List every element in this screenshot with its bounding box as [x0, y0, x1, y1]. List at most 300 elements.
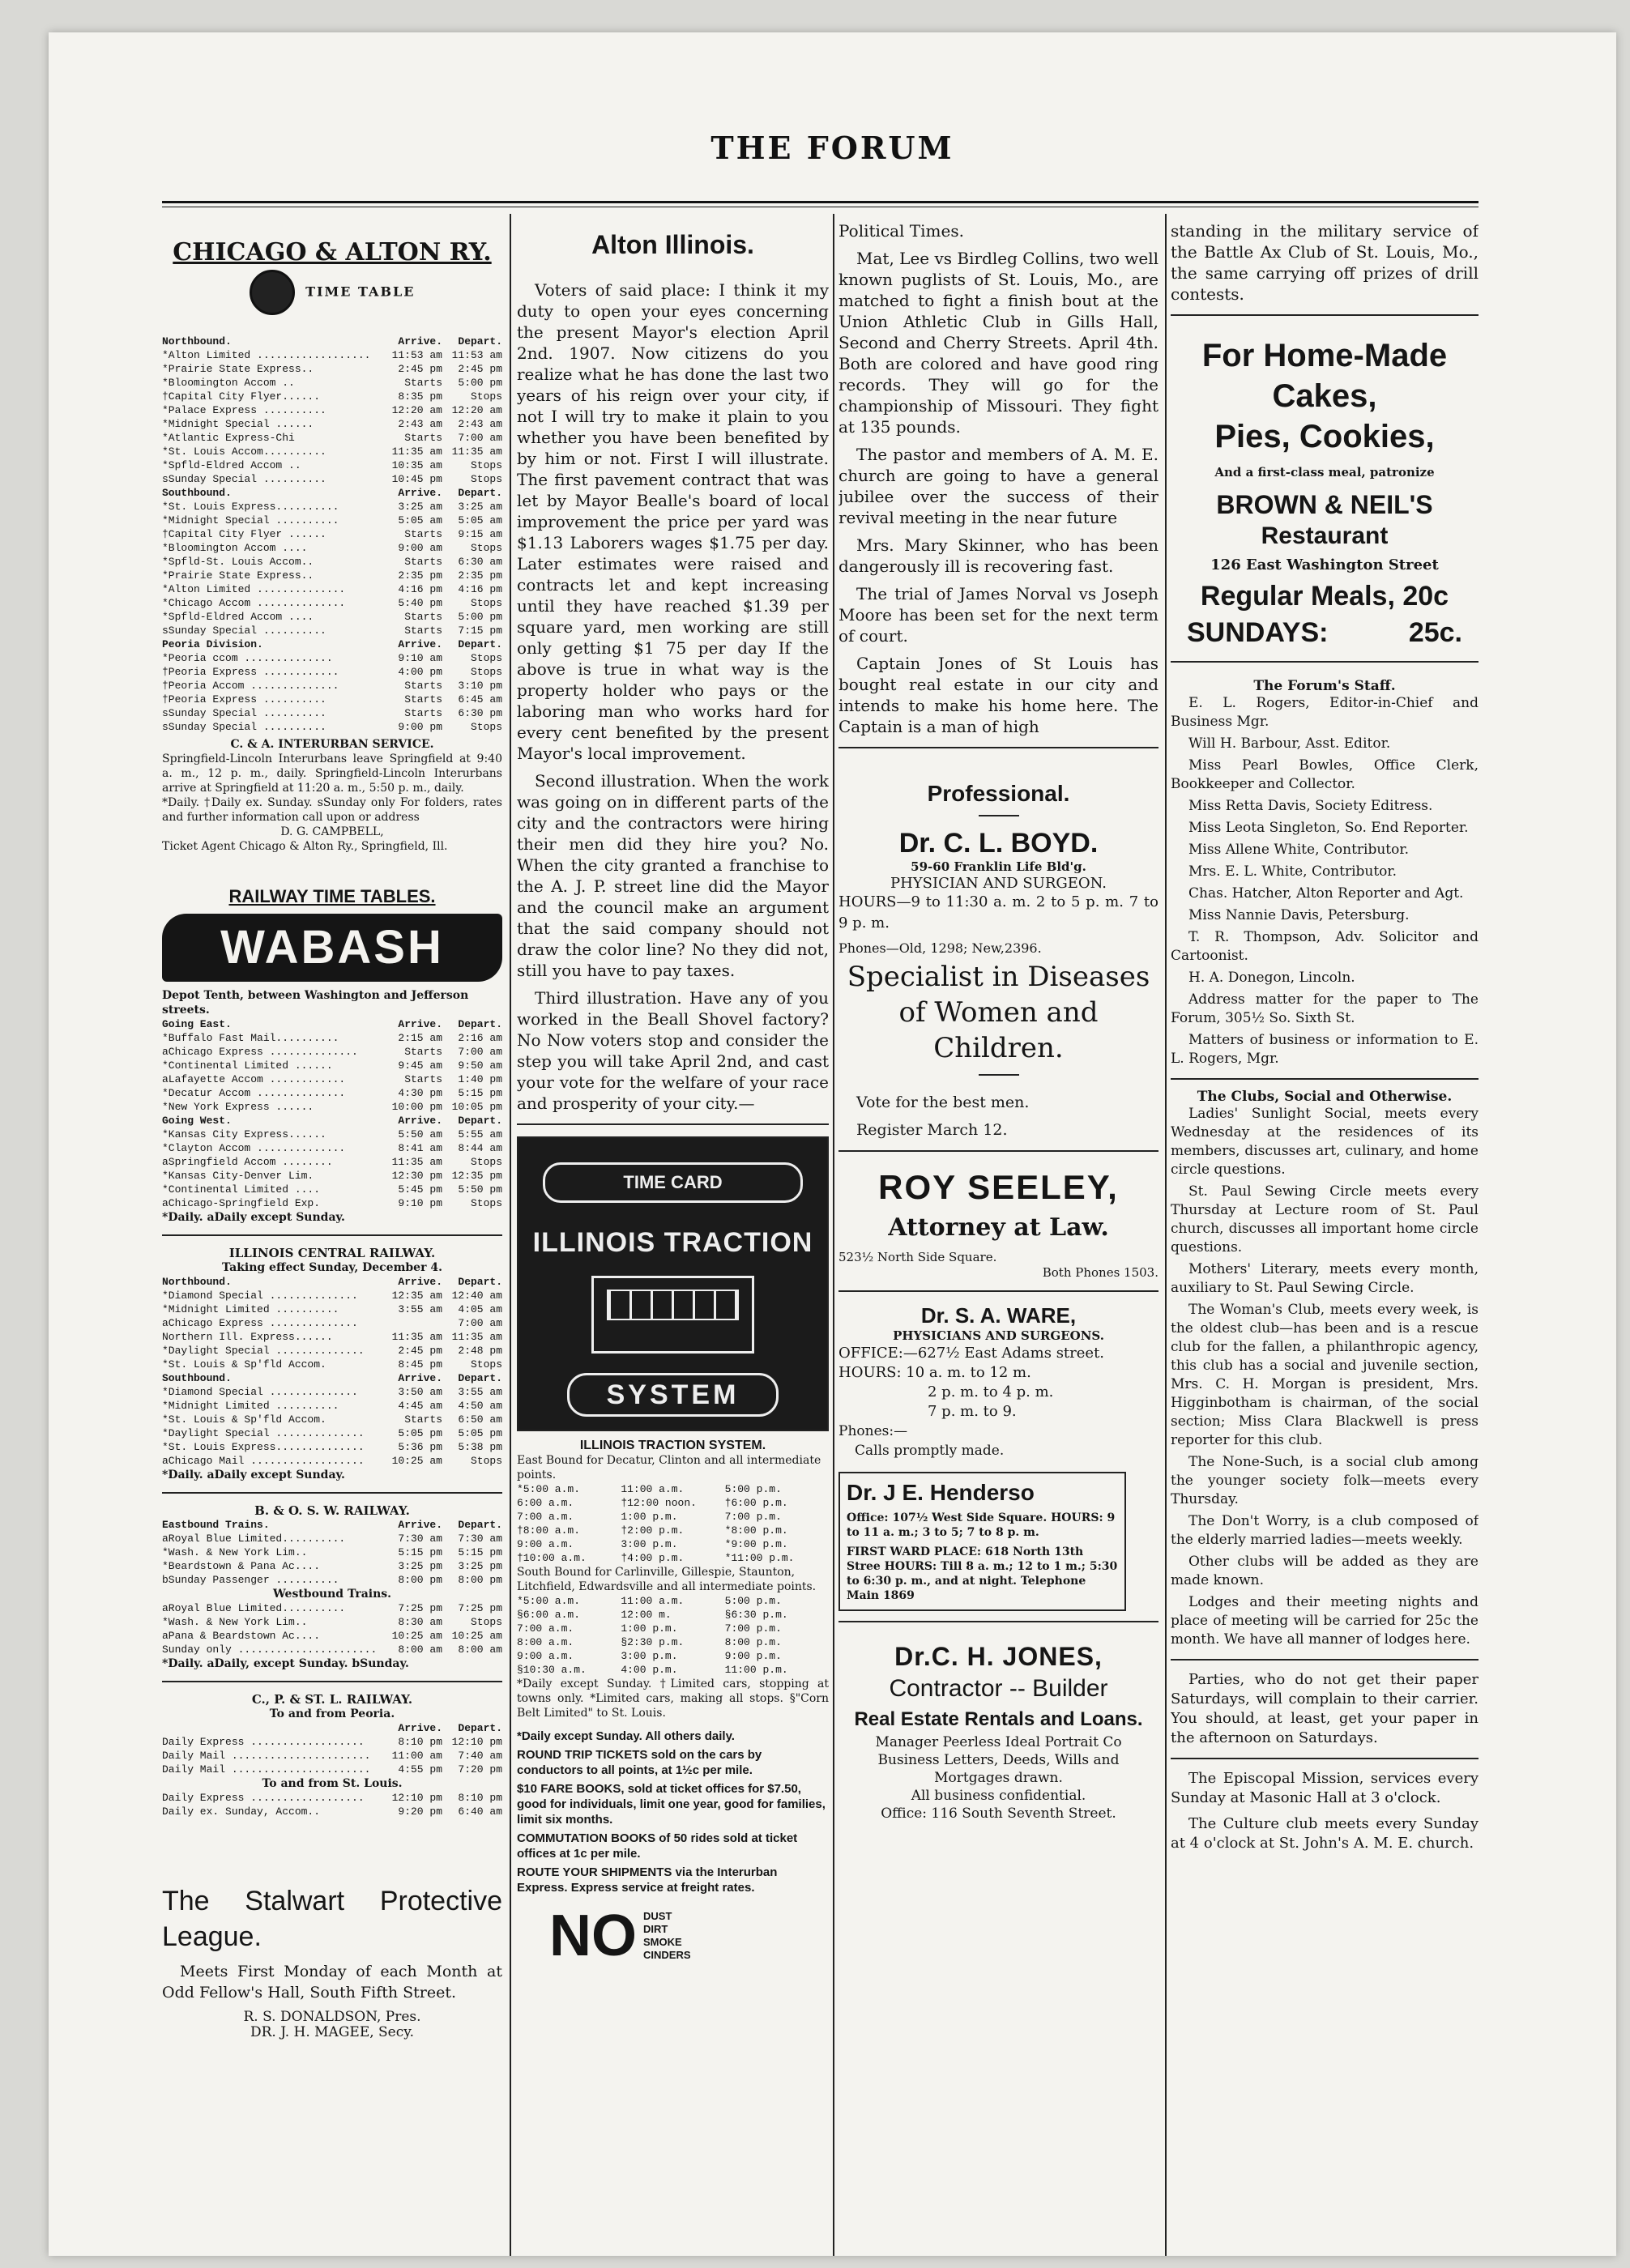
- time-cell: †2:00 p.m.: [621, 1524, 685, 1537]
- timetable-header: [162, 486, 502, 500]
- time-cell: Starts: [404, 1413, 442, 1426]
- time-cell: 5:40 pm: [398, 597, 442, 609]
- ad-brown-neil: BROWN & NEIL'S: [1216, 490, 1433, 519]
- station-cell: *Continental Limited ......: [162, 1059, 333, 1072]
- time-cell: 5:05 pm: [458, 1427, 502, 1439]
- station-cell: *Beardstown & Pana Ac....: [162, 1560, 321, 1572]
- station-cell: †Capital City Flyer......: [162, 390, 321, 403]
- jones-sub: Real Estate Rentals and Loans.: [854, 1708, 1143, 1730]
- station-cell: aChicago Express ..............: [162, 1317, 358, 1329]
- time-cell: Depart.: [458, 1115, 502, 1127]
- time-cell: Arrive.: [398, 335, 442, 347]
- timetable-row: [162, 582, 502, 596]
- timetable-row: [162, 1629, 502, 1643]
- agent-title: Ticket Agent Chicago & Alton Ry., Springfield, Ill.: [162, 840, 448, 853]
- time-cell: 11:35 am: [391, 1331, 442, 1343]
- time-cell: 9:20 pm: [398, 1805, 442, 1818]
- time-cell: 7:00 am: [458, 432, 502, 444]
- station-cell: sSunday Special ..........: [162, 721, 326, 733]
- time-cell: †4:00 p.m.: [621, 1552, 685, 1564]
- time-cell: Arrive.: [398, 1722, 442, 1734]
- time-cell: Starts: [404, 377, 442, 389]
- station-cell: *Spfld-Eldred Accom ..: [162, 459, 301, 471]
- time-cell: Arrive.: [398, 1276, 442, 1288]
- station-cell: *Palace Express ..........: [162, 404, 326, 416]
- railway-heading: RAILWAY TIME TABLES.: [228, 886, 436, 906]
- timetable-row: [162, 376, 502, 390]
- time-cell: Starts: [404, 707, 442, 719]
- station-cell: †Peoria Express ............: [162, 666, 339, 678]
- register-line: Register March 12.: [856, 1121, 1008, 1139]
- divider: [162, 1234, 502, 1236]
- chicago-alton-title: CHICAGO & ALTON RY.: [173, 238, 492, 266]
- station-cell: *Diamond Special ..............: [162, 1290, 358, 1302]
- seeley-name: ROY SEELEY,: [878, 1168, 1119, 1206]
- ware-calls: Calls promptly made.: [855, 1443, 1005, 1459]
- time-cell: †10:00 a.m.: [517, 1552, 587, 1564]
- time-cell: 9:00 p.m.: [724, 1650, 782, 1662]
- station-cell: *Diamond Special ..............: [162, 1386, 358, 1398]
- time-cell: *9:00 p.m.: [724, 1538, 788, 1550]
- cpstl-sub1: To and from Peoria.: [269, 1707, 395, 1720]
- time-cell: 5:50 pm: [458, 1183, 502, 1196]
- timetable-label: Westbound Trains.: [272, 1588, 392, 1601]
- ware-hours: 2 p. m. to 4 p. m.: [928, 1383, 1054, 1400]
- station-cell: *St. Louis & Sp'fld Accom.: [162, 1358, 326, 1371]
- station-cell: Sunday only ......................: [162, 1643, 378, 1656]
- time-cell: Arrive.: [398, 487, 442, 499]
- time-cell: 6:40 am: [458, 1805, 502, 1818]
- traction-notice: ROUTE YOUR SHIPMENTS via the Interurban Express. Express service at freight rates.: [517, 1865, 778, 1895]
- time-cell: 8:00 pm: [398, 1574, 442, 1586]
- club-entry: The Woman's Club, meets every week, is the oldest club—has been and is a rescue club for the fallen, a philanthropic agency, this club has a social and juvenile section, Mrs. C. H. Morgan is president, Mrs. Higginbotham is chairman, of the social section; Miss Clara Blackwell is press reporter for this club.: [1171, 1302, 1479, 1448]
- timetable-row: [162, 1196, 502, 1210]
- timetable-row: [162, 1615, 502, 1629]
- timetable-row: [162, 527, 502, 541]
- timetable-row: [162, 1573, 502, 1587]
- timetable-row: [162, 1385, 502, 1399]
- staff-entry: Miss Allene White, Contributor.: [1188, 842, 1410, 858]
- time-cell: Stops: [470, 1616, 502, 1628]
- divider: [1171, 1758, 1479, 1759]
- timetable-row: [162, 1330, 502, 1344]
- timetable-header: [162, 637, 502, 651]
- streetcar-icon: [591, 1276, 754, 1354]
- time-cell: Arrive.: [398, 1115, 442, 1127]
- time-cell: Depart.: [458, 1018, 502, 1030]
- wabash-depot: Depot Tenth, between Washington and Jefferson streets.: [162, 989, 469, 1017]
- jones-line: Office: 116 South Seventh Street.: [881, 1805, 1116, 1822]
- time-cell: 12:40 am: [451, 1290, 502, 1302]
- professional-heading: Professional.: [927, 781, 1070, 806]
- timetable-row: [162, 390, 502, 403]
- clubs-list: [1171, 1105, 1479, 1649]
- staff-entry: Miss Leota Singleton, So. End Reporter.: [1188, 820, 1469, 836]
- time-cell: 8:41 am: [398, 1142, 442, 1154]
- chicago-alton-subtitle: TIME TABLE: [162, 270, 502, 315]
- time-cell: Stops: [470, 1156, 502, 1168]
- station-cell: aPana & Beardstown Ac....: [162, 1630, 321, 1642]
- time-cell: 8:00 pm: [458, 1574, 502, 1586]
- ware-office: OFFICE:—627½ East Adams street.: [838, 1345, 1105, 1362]
- station-cell: sSunday Special ..........: [162, 473, 326, 485]
- station-cell: *St. Louis Express..............: [162, 1441, 365, 1453]
- henderson-card: [838, 1472, 1126, 1611]
- divider: [1171, 1078, 1479, 1080]
- time-cell: 7:30 am: [398, 1533, 442, 1545]
- seeley-title: Attorney at Law.: [888, 1213, 1109, 1242]
- ware-title: PHYSICIANS AND SURGEONS.: [893, 1328, 1104, 1343]
- league-pres: R. S. DONALDSON, Pres.: [243, 2009, 421, 2025]
- time-cell: 10:25 am: [391, 1630, 442, 1642]
- station-cell: *Clayton Accom ..............: [162, 1142, 346, 1154]
- ad-sundays: SUNDAYS: 25c.: [1187, 617, 1462, 648]
- time-cell: 2:43 am: [458, 418, 502, 430]
- station-cell: Daily Express ..................: [162, 1736, 365, 1748]
- news-item: Mat, Lee vs Birdleg Collins, two well known puglists of St. Louis, Mo., are matched to fight a finish bout at the Union Athletic Club in Gills Hall, Second and Cherry Streets. April 4th. Both are colored and have good ring records. They will go for the championship of Missouri. They fight at 135 pounds.: [838, 249, 1158, 437]
- station-cell: aChicago-Springfield Exp.: [162, 1197, 321, 1209]
- divider: [838, 1290, 1158, 1292]
- timetable-row: [162, 431, 502, 445]
- station-cell: *Kansas City-Denver Lim.: [162, 1170, 314, 1182]
- timetable-header: [162, 1371, 502, 1385]
- time-cell: 6:30 pm: [458, 707, 502, 719]
- time-cell: Stops: [470, 390, 502, 403]
- staff-entry: Miss Nannie Davis, Petersburg.: [1188, 907, 1410, 923]
- club-entry: The None-Such, is a social club among the younger society folk—meets every Thursday.: [1171, 1454, 1479, 1507]
- divider: [517, 1123, 829, 1125]
- time-cell: 8:44 am: [458, 1142, 502, 1154]
- ware-hours: 7 p. m. to 9.: [928, 1403, 1017, 1420]
- cpstl-timetable-peoria: [162, 1721, 502, 1776]
- vote-line: Vote for the best men.: [856, 1094, 1030, 1111]
- time-cell: Stops: [470, 1358, 502, 1371]
- time-cell: Starts: [404, 528, 442, 540]
- time-cell: 10:45 pm: [391, 473, 442, 485]
- timetable-header: [162, 1275, 502, 1289]
- cpstl-timetable-stlouis: [162, 1791, 502, 1818]
- time-cell: §10:30 a.m.: [517, 1664, 587, 1676]
- time-cell: Starts: [404, 680, 442, 692]
- time-cell: 9:10 pm: [398, 1197, 442, 1209]
- time-cell: 4:55 pm: [398, 1763, 442, 1776]
- station-cell: *Continental Limited ....: [162, 1183, 321, 1196]
- timetable-row: [162, 1316, 502, 1330]
- time-cell: 3:25 pm: [398, 1560, 442, 1572]
- jones-line: All business confidential.: [911, 1788, 1086, 1804]
- traction-notice: COMMUTATION BOOKS of 50 rides sold at ticket offices at 1c per mile.: [517, 1831, 798, 1861]
- station-cell: aLafayette Accom ............: [162, 1073, 346, 1085]
- time-cell: 3:00 p.m.: [621, 1538, 678, 1550]
- station-cell: Northbound.: [162, 335, 232, 347]
- illus-time-card: TIME CARD: [543, 1162, 803, 1203]
- staff-entry: Miss Retta Davis, Society Editress.: [1188, 798, 1433, 814]
- staff-entry: Will H. Barbour, Asst. Editor.: [1188, 735, 1391, 752]
- timetable-row: [162, 1805, 502, 1818]
- station-cell: Northbound.: [162, 1276, 232, 1288]
- timetable-row: [162, 1344, 502, 1358]
- station-cell: bSunday Passenger ..........: [162, 1574, 339, 1586]
- time-cell: 9:00 a.m.: [517, 1538, 574, 1550]
- station-cell: Eastbound Trains.: [162, 1519, 270, 1531]
- time-cell: 4:16 pm: [398, 583, 442, 595]
- time-cell: [382, 1316, 442, 1330]
- club-entry: Ladies' Sunlight Social, meets every Wednesday at the residences of its members, discusses art, culinary, and home circle questions.: [1171, 1106, 1479, 1178]
- time-cell: Starts: [404, 1073, 442, 1085]
- staff-entry: H. A. Donegon, Lincoln.: [1188, 970, 1355, 986]
- timetable-row: [162, 1791, 502, 1805]
- time-cell: *11:00 p.m.: [724, 1552, 795, 1564]
- timetable-row: [162, 1155, 502, 1169]
- traction-time-card-illustration: [517, 1136, 829, 1431]
- delivery-notice: Parties, who do not get their paper Saturdays, will complain to their carrier. You should, at least, get your paper in the afternoon on Saturdays.: [1171, 1671, 1479, 1746]
- time-cell: Arrive.: [398, 1519, 442, 1531]
- time-cell: 4:05 am: [458, 1303, 502, 1315]
- timetable-row: [162, 1358, 502, 1371]
- traction-time-row: [517, 1551, 829, 1565]
- boyd-address: 59-60 Franklin Life Bld'g.: [911, 859, 1086, 874]
- time-cell: 1:00 p.m.: [621, 1511, 678, 1523]
- ic-subtitle: Taking effect Sunday, December 4.: [222, 1261, 442, 1274]
- episcopal-notice: The Episcopal Mission, services every Sunday at Masonic Hall at 3 o'clock.: [1171, 1770, 1479, 1806]
- station-cell: †Capital City Flyer ......: [162, 528, 326, 540]
- time-cell: 3:50 am: [398, 1386, 442, 1398]
- article-paragraph: Third illustration. Have any of you worked in the Beall Shovel factory? No Now voters stop and consider the step you will take April 2nd, and cast your vote for the welfare of your race and prosperity of your city.—: [517, 988, 829, 1113]
- news-item: The trial of James Norval vs Joseph Moore has been set for the next term of court.: [838, 584, 1158, 646]
- time-cell: †8:00 a.m.: [517, 1524, 581, 1537]
- time-cell: 4:30 pm: [398, 1087, 442, 1099]
- time-cell: 12:35 pm: [451, 1170, 502, 1182]
- news-item: The pastor and members of A. M. E. church are going to have a general jubilee over the success of their revival meeting in the near future: [838, 445, 1158, 527]
- ad-cakes: Cakes,: [1272, 378, 1377, 414]
- station-cell: *Alton Limited ..................: [162, 349, 371, 361]
- timetable-row: [162, 1086, 502, 1100]
- no-dust-ad: [517, 1904, 829, 1968]
- timetable-row: [162, 445, 502, 458]
- station-cell: Daily ex. Sunday, Accom..: [162, 1805, 321, 1818]
- time-cell: 4:16 pm: [458, 583, 502, 595]
- time-cell: 5:38 pm: [458, 1441, 502, 1453]
- time-cell: 9:50 am: [458, 1059, 502, 1072]
- traction-time-row: [517, 1482, 829, 1496]
- staff-entry: Mrs. E. L. White, Contributor.: [1188, 863, 1397, 880]
- boyd-hours: HOURS—9 to 11:30 a. m. 2 to 5 p. m. 7 to 9 p. m.: [838, 893, 1158, 932]
- club-entry: The Don't Worry, is a club composed of the elderly married ladies—meets weekly.: [1171, 1513, 1479, 1548]
- timetable-row: [162, 1643, 502, 1656]
- time-cell: 8:45 pm: [398, 1358, 442, 1371]
- station-cell: *Prairie State Express..: [162, 363, 314, 375]
- masthead-rule: [162, 201, 1479, 207]
- station-cell: aChicago Mail ..................: [162, 1455, 365, 1467]
- cpstl-title: C., P. & ST. L. RAILWAY.: [251, 1692, 413, 1707]
- traction-notice: $10 FARE BOOKS, sold at ticket offices for $7.50, good for individuals, limit one year, good for families, limit six months.: [517, 1782, 826, 1827]
- time-cell: 4:00 pm: [398, 666, 442, 678]
- station-cell: Daily Express ..................: [162, 1792, 365, 1804]
- timetable-row: [162, 472, 502, 486]
- station-cell: †Peoria Express ..........: [162, 693, 326, 706]
- club-entry: St. Paul Sewing Circle meets every Thursday at Lecture room of St. Paul church, discusses all important home circle questions.: [1171, 1183, 1479, 1256]
- time-cell: 12:30 pm: [391, 1170, 442, 1182]
- traction-east-times: [517, 1482, 829, 1565]
- agent-name: D. G. CAMPBELL,: [280, 825, 384, 838]
- traction-time-row: [517, 1594, 829, 1608]
- time-cell: 4:00 p.m.: [621, 1664, 678, 1676]
- league-text: Meets First Monday of each Month at Odd Fellow's Hall, South Fifth Street.: [162, 1963, 502, 2002]
- divider: [162, 1492, 502, 1494]
- time-cell: 8:00 am: [398, 1643, 442, 1656]
- timetable-row: [162, 720, 502, 734]
- time-cell: 9:45 am: [398, 1059, 442, 1072]
- time-cell: Arrive.: [398, 638, 442, 650]
- station-cell: *Atlantic Express-Chi: [162, 432, 295, 444]
- bosw-notes: *Daily. aDaily, except Sunday. bSunday.: [162, 1657, 409, 1670]
- station-cell: Peoria Division.: [162, 638, 263, 650]
- time-cell: 5:00 p.m.: [724, 1483, 782, 1495]
- station-cell: *Midnight Special ..........: [162, 514, 339, 526]
- timetable-row: [162, 706, 502, 720]
- time-cell: 8:10 pm: [398, 1736, 442, 1748]
- time-cell: †6:00 p.m.: [724, 1497, 788, 1509]
- staff-title: The Forum's Staff.: [1253, 678, 1396, 694]
- staff-entry: T. R. Thompson, Adv. Solicitor and Cartoonist.: [1171, 929, 1479, 964]
- time-cell: 6:45 am: [458, 693, 502, 706]
- league-title: The Stalwart Protective League.: [162, 1886, 502, 1952]
- time-cell: 5:00 pm: [458, 611, 502, 623]
- station-cell: *Bloomington Accom ....: [162, 542, 308, 554]
- time-cell: 6:30 am: [458, 556, 502, 568]
- station-cell: *Decatur Accom ..............: [162, 1087, 346, 1099]
- time-cell: 12:20 am: [391, 404, 442, 416]
- culture-club-notice: The Culture club meets every Sunday at 4 o'clock at St. John's A. M. E. church.: [1171, 1815, 1479, 1852]
- time-cell: 9:00 pm: [398, 721, 442, 733]
- timetable-row: [162, 665, 502, 679]
- time-cell: 5:00 pm: [458, 377, 502, 389]
- time-cell: 3:25 am: [458, 501, 502, 513]
- time-cell: 6:00 a.m.: [517, 1497, 574, 1509]
- ware-hours: HOURS: 10 a. m. to 12 m.: [838, 1364, 1031, 1381]
- station-cell: *Peoria ccom ..............: [162, 652, 333, 664]
- time-cell: 5:15 pm: [458, 1087, 502, 1099]
- time-cell: 7:40 am: [458, 1750, 502, 1762]
- column-4: [1171, 214, 1479, 2256]
- article-paragraph: Voters of said place: I think it my duty to open your eyes concerning the present Mayor's election April 2nd. 1907. Now citizens do you realize what he has done the last two years of his reign over your city, if not I will try to make it plain to you whether you have been benefited by by him or not. First I will illustrate. The first pavement contract that was let by Mayor Bealle's board of local improvement the price per yard was $1.13 Laborers wages $1.75 per day. Later estimates were raised and contracts let and kept increasing until they have reached $1.39 per square yard, men working are still only getting $1 75 per day If the above is true in what way is the property holder who pays or the laboring man who works hard for every cent benefited by the present Mayor's local improvement.: [517, 280, 829, 763]
- timetable-row: [162, 693, 502, 706]
- station-cell: Going West.: [162, 1115, 232, 1127]
- time-cell: 8:30 am: [398, 1616, 442, 1628]
- time-cell: Stops: [470, 459, 502, 471]
- timetable-row: [162, 679, 502, 693]
- time-cell: §2:30 p.m.: [621, 1636, 685, 1648]
- time-cell: 11:00 p.m.: [724, 1664, 788, 1676]
- time-cell: 2:35 pm: [398, 569, 442, 582]
- station-cell: *Wash. & New York Lim..: [162, 1616, 308, 1628]
- chicago-alton-timetable: [162, 335, 502, 734]
- time-cell: 11:35 am: [391, 446, 442, 458]
- time-cell: 10:35 am: [391, 459, 442, 471]
- time-cell: 5:45 pm: [398, 1183, 442, 1196]
- clubs-title: The Clubs, Social and Otherwise.: [1197, 1089, 1453, 1105]
- time-cell: 3:25 pm: [458, 1560, 502, 1572]
- traction-notice: ROUND TRIP TICKETS sold on the cars by conductors to all points, at 1½c per mile.: [517, 1748, 762, 1777]
- interurban-text: Springfield-Lincoln Interurbans leave Springfield at 9:40 a. m., 12 p. m., daily. Springfield-Lincoln Interurbans arrive at Springfield at 11:20 a. m., 5:50 p. m., daily.: [162, 752, 502, 795]
- time-cell: 11:53 am: [451, 349, 502, 361]
- time-cell: Stops: [470, 542, 502, 554]
- staff-entry: Miss Pearl Bowles, Office Clerk, Bookkeeper and Collector.: [1171, 757, 1479, 792]
- timetable-row: [162, 362, 502, 376]
- wabash-timetable: [162, 1017, 502, 1210]
- ad-address: 126 East Washington Street: [1210, 556, 1439, 573]
- ic-notes: *Daily. aDaily except Sunday.: [162, 1469, 345, 1481]
- traction-east-label: East Bound for Decatur, Clinton and all intermediate points.: [517, 1454, 821, 1481]
- time-cell: Stops: [470, 666, 502, 678]
- timetable-row: [162, 417, 502, 431]
- station-cell: Daily Mail ......................: [162, 1763, 371, 1776]
- station-cell: Southbound.: [162, 487, 232, 499]
- cpstl-sub2: To and from St. Louis.: [262, 1777, 403, 1790]
- time-cell: 5:05 am: [398, 514, 442, 526]
- time-cell: 11:00 a.m.: [621, 1483, 685, 1495]
- ic-title: ILLINOIS CENTRAL RAILWAY.: [228, 1246, 436, 1260]
- column-rule: [1165, 214, 1167, 2256]
- time-cell: 4:50 am: [458, 1400, 502, 1412]
- staff-list: [1171, 694, 1479, 1068]
- time-cell: 8:00 am: [458, 1643, 502, 1656]
- timetable-header: [162, 1017, 502, 1031]
- time-cell: Stops: [470, 721, 502, 733]
- interurban-title: C. & A. INTERURBAN SERVICE.: [230, 738, 434, 751]
- time-cell: 5:15 pm: [398, 1546, 442, 1558]
- short-rule: [979, 815, 1019, 816]
- newspaper-page: [49, 32, 1616, 2256]
- timetable-row: [162, 1735, 502, 1749]
- timetable-row: [162, 1059, 502, 1072]
- staff-entry: Address matter for the paper to The Forum, 305½ So. Sixth St.: [1171, 991, 1479, 1026]
- traction-south-times: [517, 1594, 829, 1677]
- column-rule: [510, 214, 511, 2256]
- time-cell: 4:45 am: [398, 1400, 442, 1412]
- timetable-row: [162, 1141, 502, 1155]
- no-dust-big: NO: [549, 1904, 637, 1968]
- time-cell: Stops: [470, 1455, 502, 1467]
- column-3: [838, 214, 1158, 2256]
- timetable-row: [162, 1559, 502, 1573]
- timetable-header: [162, 1721, 502, 1735]
- time-cell: †12:00 noon.: [621, 1497, 697, 1509]
- illus-illinois-traction: ILLINOIS TRACTION: [532, 1227, 813, 1258]
- traction-time-row: [517, 1537, 829, 1551]
- timetable-row: [162, 569, 502, 582]
- time-cell: Starts: [404, 432, 442, 444]
- time-cell: *5:00 a.m.: [517, 1595, 581, 1607]
- staff-entry: Chas. Hatcher, Alton Reporter and Agt.: [1188, 885, 1464, 902]
- time-cell: 10:00 pm: [391, 1101, 442, 1113]
- time-cell: 8:35 pm: [398, 390, 442, 403]
- time-cell: 11:00 am: [391, 1750, 442, 1762]
- time-cell: 8:10 pm: [458, 1792, 502, 1804]
- timetable-row: [162, 403, 502, 417]
- ad-home-made: For Home-Made: [1201, 338, 1448, 373]
- time-cell: 8:00 p.m.: [724, 1636, 782, 1648]
- lead-in: Political Times.: [838, 221, 964, 241]
- time-cell: 10:25 am: [391, 1455, 442, 1467]
- time-cell: 2:16 am: [458, 1032, 502, 1044]
- time-cell: 12:00 m.: [621, 1609, 672, 1621]
- station-cell: aChicago Express ..............: [162, 1046, 358, 1058]
- divider: [838, 747, 1158, 748]
- time-cell: 10:25 am: [451, 1630, 502, 1642]
- time-cell: 12:10 pm: [391, 1792, 442, 1804]
- station-cell: Northern Ill. Express......: [162, 1331, 333, 1343]
